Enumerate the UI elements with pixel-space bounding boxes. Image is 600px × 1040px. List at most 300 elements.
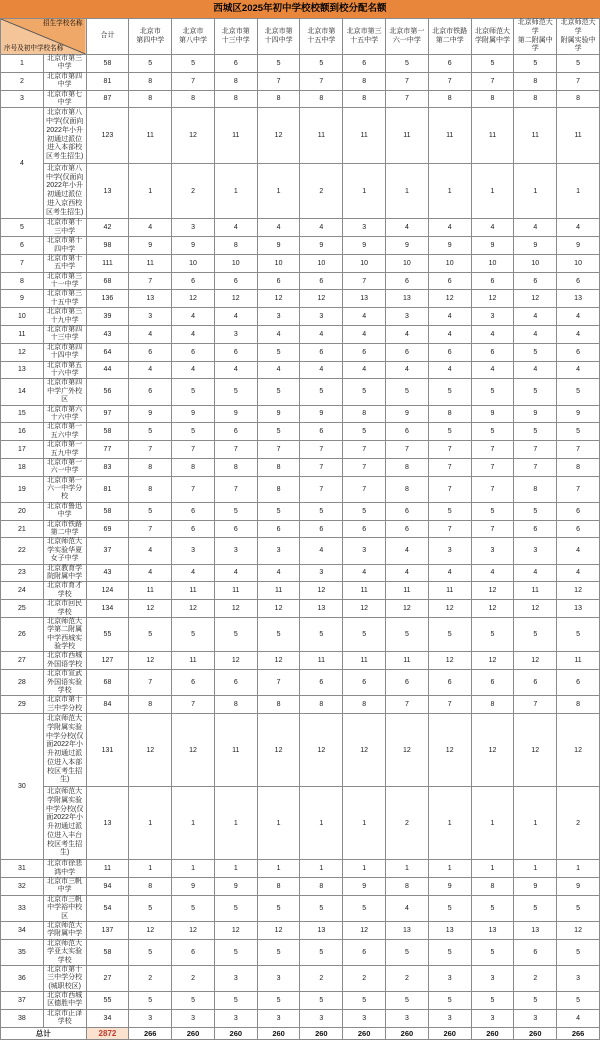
quota-cell-c0: 11 <box>129 254 172 272</box>
quota-cell-c10: 5 <box>557 939 600 965</box>
quota-cell-c2: 3 <box>214 1009 257 1027</box>
quota-cell-c6: 3 <box>386 308 429 326</box>
row-total-cell: 27 <box>86 965 129 991</box>
quota-cell-c10: 12 <box>557 714 600 787</box>
row-index-cell: 13 <box>1 361 44 379</box>
footer-total-c6: 260 <box>386 1027 429 1039</box>
quota-cell-c4: 7 <box>300 72 343 90</box>
table-row[interactable] <box>1 237 600 255</box>
quota-cell-c7: 7 <box>428 72 471 90</box>
quota-cell-c7: 5 <box>428 423 471 441</box>
quota-cell-c5: 6 <box>343 670 386 696</box>
quota-cell-c6: 5 <box>386 992 429 1010</box>
table-row[interactable] <box>1 476 600 502</box>
row-total-cell: 58 <box>86 502 129 520</box>
quota-cell-c10: 7 <box>557 441 600 459</box>
quota-cell-c4: 1 <box>300 860 343 878</box>
school-name-cell: 北京市第一五九中学 <box>43 441 86 459</box>
table-row[interactable] <box>1 290 600 308</box>
quota-cell-c1: 9 <box>172 405 215 423</box>
quota-cell-c3: 12 <box>257 921 300 939</box>
quota-cell-c8: 4 <box>471 361 514 379</box>
quota-cell-c6: 7 <box>386 72 429 90</box>
quota-cell-c0: 12 <box>129 921 172 939</box>
school-name-cell: 北京师范大学附属中学 <box>43 921 86 939</box>
quota-cell-c9: 9 <box>514 405 557 423</box>
quota-cell-c1: 8 <box>172 90 215 108</box>
quota-cell-c1: 1 <box>172 787 215 860</box>
school-name-cell: 北京市西城外国语学校 <box>43 652 86 670</box>
row-total-cell: 43 <box>86 326 129 344</box>
table-row[interactable] <box>1 326 600 344</box>
table-body <box>1 55 600 1040</box>
quota-cell-c6: 11 <box>386 652 429 670</box>
quota-cell-c7: 5 <box>428 895 471 921</box>
quota-cell-c6: 6 <box>386 520 429 538</box>
row-total-cell: 11 <box>86 860 129 878</box>
quota-cell-c8: 5 <box>471 55 514 73</box>
quota-cell-c9: 1 <box>514 860 557 878</box>
quota-cell-c8: 3 <box>471 308 514 326</box>
quota-cell-c7: 7 <box>428 696 471 714</box>
quota-cell-c0: 7 <box>129 520 172 538</box>
table-row[interactable] <box>1 343 600 361</box>
quota-cell-c7: 10 <box>428 254 471 272</box>
quota-cell-c2: 12 <box>214 290 257 308</box>
table-row[interactable] <box>1 714 600 787</box>
quota-cell-c4: 2 <box>300 163 343 219</box>
quota-cell-c9: 5 <box>514 502 557 520</box>
quota-cell-c9: 11 <box>514 582 557 600</box>
quota-cell-c10: 4 <box>557 326 600 344</box>
quota-cell-c1: 12 <box>172 600 215 618</box>
quota-cell-c1: 12 <box>172 921 215 939</box>
quota-cell-c5: 6 <box>343 343 386 361</box>
quota-cell-c4: 6 <box>300 520 343 538</box>
quota-cell-c4: 3 <box>300 308 343 326</box>
quota-cell-c4: 5 <box>300 895 343 921</box>
quota-cell-c7: 3 <box>428 965 471 991</box>
quota-cell-c7: 4 <box>428 219 471 237</box>
table-row[interactable] <box>1 108 600 164</box>
quota-cell-c10: 1 <box>557 860 600 878</box>
table-row[interactable] <box>1 55 600 73</box>
quota-cell-c0: 5 <box>129 939 172 965</box>
table-row[interactable] <box>1 939 600 965</box>
quota-cell-c0: 12 <box>129 714 172 787</box>
quota-cell-c10: 8 <box>557 696 600 714</box>
table-row[interactable] <box>1 582 600 600</box>
quota-cell-c0: 4 <box>129 361 172 379</box>
quota-cell-c5: 5 <box>343 379 386 405</box>
quota-cell-c10: 5 <box>557 423 600 441</box>
quota-cell-c8: 12 <box>471 714 514 787</box>
title-banner <box>0 0 600 18</box>
table-row[interactable] <box>1 965 600 991</box>
quota-cell-c8: 6 <box>471 343 514 361</box>
row-index-cell: 17 <box>1 441 44 459</box>
quota-cell-c0: 7 <box>129 441 172 459</box>
quota-cell-c5: 1 <box>343 787 386 860</box>
quota-cell-c9: 8 <box>514 90 557 108</box>
quota-cell-c10: 4 <box>557 219 600 237</box>
table-row[interactable] <box>1 1009 600 1027</box>
quota-cell-c7: 1 <box>428 787 471 860</box>
quota-cell-c1: 1 <box>172 860 215 878</box>
table-row[interactable] <box>1 219 600 237</box>
quota-cell-c7: 4 <box>428 308 471 326</box>
quota-cell-c1: 6 <box>172 670 215 696</box>
table-row[interactable] <box>1 878 600 896</box>
quota-cell-c6: 3 <box>386 1009 429 1027</box>
quota-cell-c6: 6 <box>386 502 429 520</box>
quota-cell-c6: 9 <box>386 405 429 423</box>
quota-cell-c8: 3 <box>471 1009 514 1027</box>
table-row[interactable] <box>1 308 600 326</box>
quota-cell-c3: 3 <box>257 965 300 991</box>
school-name-cell: 北京市第四中学 <box>43 72 86 90</box>
quota-cell-c9: 6 <box>514 670 557 696</box>
quota-cell-c4: 9 <box>300 405 343 423</box>
quota-cell-c3: 7 <box>257 441 300 459</box>
quota-cell-c8: 8 <box>471 696 514 714</box>
table-row[interactable] <box>1 670 600 696</box>
quota-cell-c2: 1 <box>214 163 257 219</box>
quota-cell-c8: 5 <box>471 502 514 520</box>
table-row[interactable] <box>1 538 600 564</box>
quota-cell-c6: 4 <box>386 326 429 344</box>
row-index-cell: 6 <box>1 237 44 255</box>
school-name-cell: 北京师范大学实验华夏女子中学 <box>43 538 86 564</box>
row-index-cell: 22 <box>1 538 44 564</box>
school-name-cell: 北京市西城区德胜中学 <box>43 992 86 1010</box>
table-row[interactable] <box>1 272 600 290</box>
row-total-cell: 55 <box>86 617 129 652</box>
footer-grand-total-cell: 2872 <box>86 1027 129 1039</box>
quota-cell-c6: 6 <box>386 423 429 441</box>
row-index-cell: 16 <box>1 423 44 441</box>
quota-cell-c7: 5 <box>428 379 471 405</box>
quota-cell-c8: 10 <box>471 254 514 272</box>
quota-cell-c6: 8 <box>386 476 429 502</box>
row-index-cell: 9 <box>1 290 44 308</box>
quota-cell-c5: 8 <box>343 90 386 108</box>
quota-cell-c0: 5 <box>129 992 172 1010</box>
quota-cell-c3: 5 <box>257 502 300 520</box>
row-total-cell: 127 <box>86 652 129 670</box>
footer-label-cell: 总计 <box>1 1027 87 1039</box>
row-total-cell: 136 <box>86 290 129 308</box>
quota-cell-c0: 8 <box>129 696 172 714</box>
quota-cell-c10: 5 <box>557 617 600 652</box>
table-row[interactable] <box>1 787 600 860</box>
quota-cell-c0: 3 <box>129 1009 172 1027</box>
table-row[interactable] <box>1 992 600 1010</box>
column-header-10: 北京师范大学 附属实验中学 <box>557 19 600 55</box>
quota-cell-c9: 6 <box>514 939 557 965</box>
table-row[interactable] <box>1 72 600 90</box>
quota-cell-c8: 12 <box>471 582 514 600</box>
quota-cell-c0: 11 <box>129 582 172 600</box>
quota-cell-c2: 5 <box>214 617 257 652</box>
quota-cell-c9: 4 <box>514 308 557 326</box>
row-index-cell: 7 <box>1 254 44 272</box>
quota-cell-c5: 6 <box>343 55 386 73</box>
quota-cell-c4: 5 <box>300 55 343 73</box>
quota-cell-c1: 5 <box>172 423 215 441</box>
quota-cell-c3: 3 <box>257 1009 300 1027</box>
quota-cell-c3: 5 <box>257 992 300 1010</box>
quota-cell-c0: 2 <box>129 965 172 991</box>
table-row[interactable] <box>1 696 600 714</box>
quota-cell-c4: 11 <box>300 108 343 164</box>
quota-cell-c3: 12 <box>257 600 300 618</box>
quota-cell-c9: 13 <box>514 921 557 939</box>
quota-cell-c3: 8 <box>257 476 300 502</box>
school-name-cell: 北京师范大学附属实验中学分校(仅面2022年小升初通过派位进入本部校区考生招生) <box>43 714 86 787</box>
quota-cell-c3: 8 <box>257 90 300 108</box>
quota-cell-c6: 12 <box>386 600 429 618</box>
row-index-cell: 37 <box>1 992 44 1010</box>
quota-cell-c3: 9 <box>257 405 300 423</box>
quota-cell-c10: 6 <box>557 343 600 361</box>
quota-cell-c4: 5 <box>300 502 343 520</box>
quota-cell-c2: 6 <box>214 272 257 290</box>
table-row[interactable] <box>1 458 600 476</box>
footer-total-c10: 266 <box>557 1027 600 1039</box>
table-row[interactable] <box>1 441 600 459</box>
column-header-5: 北京市第三 十五中学 <box>343 19 386 55</box>
quota-cell-c5: 4 <box>343 308 386 326</box>
quota-cell-c10: 4 <box>557 1009 600 1027</box>
footer-total-c8: 260 <box>471 1027 514 1039</box>
quota-cell-c9: 5 <box>514 55 557 73</box>
table-row[interactable] <box>1 423 600 441</box>
quota-cell-c2: 5 <box>214 502 257 520</box>
row-total-cell: 68 <box>86 670 129 696</box>
footer-total-c0: 266 <box>129 1027 172 1039</box>
quota-cell-c10: 1 <box>557 163 600 219</box>
table-row[interactable] <box>1 564 600 582</box>
quota-cell-c7: 5 <box>428 992 471 1010</box>
quota-cell-c7: 8 <box>428 90 471 108</box>
quota-cell-c2: 8 <box>214 237 257 255</box>
quota-cell-c5: 11 <box>343 652 386 670</box>
quota-cell-c3: 1 <box>257 860 300 878</box>
quota-cell-c4: 3 <box>300 1009 343 1027</box>
row-total-cell: 55 <box>86 992 129 1010</box>
quota-cell-c0: 4 <box>129 538 172 564</box>
quota-cell-c9: 5 <box>514 617 557 652</box>
quota-cell-c3: 5 <box>257 939 300 965</box>
row-total-cell: 58 <box>86 423 129 441</box>
quota-cell-c9: 5 <box>514 379 557 405</box>
quota-cell-c4: 7 <box>300 458 343 476</box>
school-name-cell: 北京市第三十五中学 <box>43 290 86 308</box>
quota-cell-c7: 11 <box>428 582 471 600</box>
quota-cell-c4: 5 <box>300 939 343 965</box>
table-row[interactable] <box>1 361 600 379</box>
quota-cell-c5: 4 <box>343 361 386 379</box>
quota-cell-c6: 2 <box>386 965 429 991</box>
quota-cell-c1: 4 <box>172 361 215 379</box>
row-total-cell: 83 <box>86 458 129 476</box>
quota-cell-c9: 3 <box>514 538 557 564</box>
quota-cell-c9: 1 <box>514 787 557 860</box>
quota-cell-c0: 6 <box>129 379 172 405</box>
quota-cell-c1: 4 <box>172 564 215 582</box>
school-name-cell: 北京市第三中学 <box>43 55 86 73</box>
quota-cell-c5: 7 <box>343 441 386 459</box>
column-header-total: 合计 <box>86 19 129 55</box>
table-row[interactable] <box>1 860 600 878</box>
row-total-cell: 54 <box>86 895 129 921</box>
quota-cell-c3: 4 <box>257 361 300 379</box>
quota-cell-c7: 7 <box>428 520 471 538</box>
school-name-cell: 北京市第四十三中学 <box>43 326 86 344</box>
row-total-cell: 68 <box>86 272 129 290</box>
quota-cell-c7: 4 <box>428 326 471 344</box>
table-row[interactable] <box>1 652 600 670</box>
quota-cell-c7: 11 <box>428 108 471 164</box>
table-row[interactable] <box>1 379 600 405</box>
quota-cell-c5: 1 <box>343 163 386 219</box>
school-name-cell: 北京市徐悲鸿中学 <box>43 860 86 878</box>
quota-cell-c3: 3 <box>257 538 300 564</box>
quota-cell-c0: 8 <box>129 458 172 476</box>
row-index-cell: 27 <box>1 652 44 670</box>
quota-cell-c6: 11 <box>386 582 429 600</box>
quota-cell-c3: 9 <box>257 237 300 255</box>
quota-cell-c8: 7 <box>471 476 514 502</box>
table-row[interactable] <box>1 502 600 520</box>
quota-cell-c5: 11 <box>343 582 386 600</box>
quota-cell-c10: 7 <box>557 72 600 90</box>
quota-cell-c0: 4 <box>129 219 172 237</box>
quota-cell-c9: 12 <box>514 290 557 308</box>
quota-cell-c2: 9 <box>214 878 257 896</box>
quota-cell-c9: 11 <box>514 108 557 164</box>
school-name-cell: 北京市鲁迅中学 <box>43 502 86 520</box>
quota-cell-c8: 12 <box>471 290 514 308</box>
quota-cell-c2: 3 <box>214 538 257 564</box>
quota-cell-c9: 8 <box>514 476 557 502</box>
quota-cell-c5: 2 <box>343 965 386 991</box>
quota-cell-c2: 1 <box>214 860 257 878</box>
quota-cell-c6: 6 <box>386 343 429 361</box>
column-header-7: 北京市铁路 第二中学 <box>428 19 471 55</box>
table-row[interactable] <box>1 90 600 108</box>
quota-cell-c8: 6 <box>471 670 514 696</box>
row-total-cell: 131 <box>86 714 129 787</box>
table-row[interactable] <box>1 921 600 939</box>
quota-cell-c0: 5 <box>129 502 172 520</box>
row-index-cell: 12 <box>1 343 44 361</box>
footer-total-c3: 260 <box>257 1027 300 1039</box>
row-total-cell: 58 <box>86 55 129 73</box>
quota-cell-c6: 9 <box>386 237 429 255</box>
quota-cell-c2: 9 <box>214 405 257 423</box>
quota-cell-c3: 5 <box>257 55 300 73</box>
quota-cell-c0: 8 <box>129 90 172 108</box>
school-name-cell: 北京市第六十六中学 <box>43 405 86 423</box>
quota-cell-c9: 9 <box>514 237 557 255</box>
quota-cell-c7: 3 <box>428 538 471 564</box>
table-row[interactable] <box>1 617 600 652</box>
school-name-cell: 北京市第八中学(仅面向2022年小升初通过派位进入京西校区考生招生) <box>43 163 86 219</box>
school-name-cell: 北京市第四十四中学 <box>43 343 86 361</box>
quota-cell-c5: 12 <box>343 921 386 939</box>
quota-cell-c1: 2 <box>172 965 215 991</box>
table-row[interactable] <box>1 520 600 538</box>
quota-cell-c4: 12 <box>300 582 343 600</box>
quota-cell-c10: 7 <box>557 476 600 502</box>
quota-cell-c3: 12 <box>257 714 300 787</box>
corner-header-cell <box>1 19 87 55</box>
quota-cell-c6: 7 <box>386 441 429 459</box>
quota-cell-c5: 9 <box>343 878 386 896</box>
header-row <box>1 19 600 55</box>
page-title: 西城区2025年初中学校校额到校分配名额 <box>213 2 387 14</box>
table-row[interactable] <box>1 895 600 921</box>
quota-cell-c6: 6 <box>386 670 429 696</box>
quota-cell-c5: 5 <box>343 895 386 921</box>
quota-cell-c2: 5 <box>214 992 257 1010</box>
row-total-cell: 111 <box>86 254 129 272</box>
quota-cell-c9: 7 <box>514 696 557 714</box>
row-index-cell: 2 <box>1 72 44 90</box>
quota-cell-c8: 1 <box>471 860 514 878</box>
row-total-cell: 39 <box>86 308 129 326</box>
quota-cell-c9: 3 <box>514 1009 557 1027</box>
quota-cell-c10: 9 <box>557 237 600 255</box>
table-row[interactable] <box>1 405 600 423</box>
quota-cell-c9: 12 <box>514 714 557 787</box>
row-total-cell: 58 <box>86 939 129 965</box>
quota-cell-c1: 5 <box>172 617 215 652</box>
quota-cell-c5: 5 <box>343 617 386 652</box>
quota-cell-c9: 4 <box>514 361 557 379</box>
row-index-cell: 36 <box>1 965 44 991</box>
school-name-cell: 北京市第三十九中学 <box>43 308 86 326</box>
row-total-cell: 13 <box>86 787 129 860</box>
row-total-cell: 94 <box>86 878 129 896</box>
quota-cell-c3: 5 <box>257 423 300 441</box>
table-row[interactable] <box>1 163 600 219</box>
quota-cell-c3: 1 <box>257 787 300 860</box>
table-row[interactable] <box>1 600 600 618</box>
quota-cell-c3: 11 <box>257 582 300 600</box>
quota-cell-c5: 3 <box>343 538 386 564</box>
quota-cell-c8: 7 <box>471 72 514 90</box>
quota-cell-c10: 11 <box>557 108 600 164</box>
quota-cell-c7: 5 <box>428 617 471 652</box>
quota-cell-c1: 11 <box>172 652 215 670</box>
quota-cell-c0: 6 <box>129 343 172 361</box>
school-name-cell: 北京市第四中学广外校区 <box>43 379 86 405</box>
quota-cell-c1: 7 <box>172 441 215 459</box>
quota-cell-c0: 1 <box>129 860 172 878</box>
quota-cell-c7: 8 <box>428 405 471 423</box>
column-header-0: 北京市 第四中学 <box>129 19 172 55</box>
quota-cell-c1: 3 <box>172 219 215 237</box>
corner-top-label: 招生学校名称 <box>43 20 83 27</box>
quota-cell-c0: 4 <box>129 564 172 582</box>
quota-cell-c8: 6 <box>471 272 514 290</box>
row-index-cell: 19 <box>1 476 44 502</box>
table-row[interactable] <box>1 254 600 272</box>
school-name-cell: 北京市第三十一中学 <box>43 272 86 290</box>
